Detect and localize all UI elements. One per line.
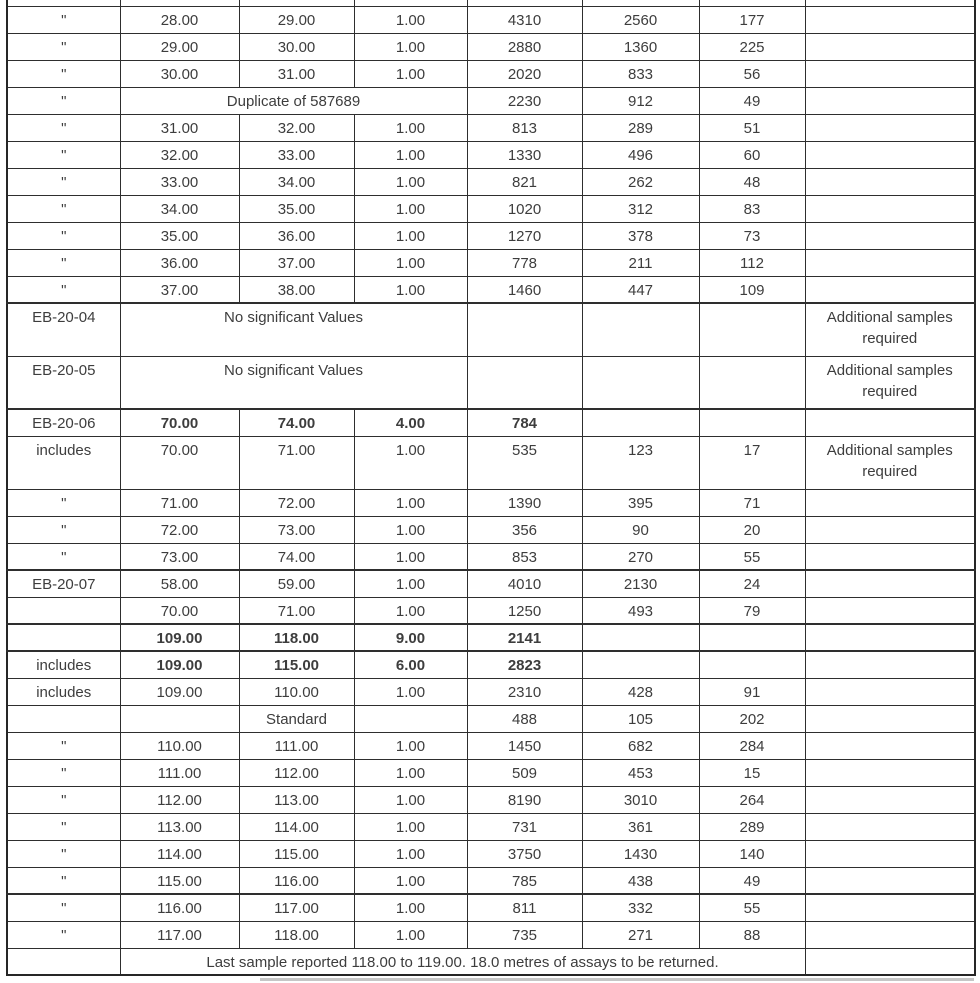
table-cell: " (7, 921, 120, 948)
table-cell: 55 (699, 543, 805, 570)
table-cell: 270 (582, 543, 699, 570)
table-cell: 59.00 (239, 570, 354, 597)
table-cell: 1.00 (354, 114, 467, 141)
table-cell: 488 (467, 705, 582, 732)
table-cell: 91 (699, 678, 805, 705)
table-cell: 32.00 (120, 141, 239, 168)
table-cell: 1250 (467, 597, 582, 624)
table-cell (805, 87, 975, 114)
table-cell: 110.00 (120, 732, 239, 759)
table-cell (582, 624, 699, 651)
assay-table-wrapper (6, 0, 976, 976)
table-cell: 1.00 (354, 597, 467, 624)
table-row (7, 597, 975, 624)
table-cell (805, 786, 975, 813)
table-cell: " (7, 114, 120, 141)
table-cell: 73 (699, 222, 805, 249)
table-cell: 1.00 (354, 222, 467, 249)
table-cell: 284 (699, 732, 805, 759)
table-cell: " (7, 840, 120, 867)
table-cell: 731 (467, 813, 582, 840)
table-cell: 3010 (582, 786, 699, 813)
table-cell: 1460 (467, 276, 582, 303)
table-cell: 56 (699, 60, 805, 87)
table-cell: 9.00 (354, 624, 467, 651)
table-cell: includes (7, 436, 120, 489)
table-cell (7, 705, 120, 732)
table-cell: 356 (467, 516, 582, 543)
table-cell (805, 867, 975, 894)
table-cell: 109.00 (120, 624, 239, 651)
table-cell: " (7, 732, 120, 759)
table-cell (805, 813, 975, 840)
table-cell: No significant Values (120, 303, 467, 356)
table-cell: 493 (582, 597, 699, 624)
table-cell: EB-20-06 (7, 409, 120, 436)
table-cell (805, 570, 975, 597)
page-bottom-artifact-line (260, 978, 974, 981)
table-cell: 1.00 (354, 60, 467, 87)
table-cell: 140 (699, 840, 805, 867)
table-cell: 361 (582, 813, 699, 840)
table-cell: 2880 (467, 33, 582, 60)
table-cell: 2560 (582, 6, 699, 33)
table-cell (699, 303, 805, 356)
table-cell: 395 (582, 489, 699, 516)
table-cell: 1.00 (354, 436, 467, 489)
table-cell: 2130 (582, 570, 699, 597)
table-cell (467, 356, 582, 409)
table-cell: 1330 (467, 141, 582, 168)
table-cell: 30.00 (120, 60, 239, 87)
table-cell: 1.00 (354, 489, 467, 516)
table-cell (805, 921, 975, 948)
table-cell: 118.00 (239, 624, 354, 651)
table-row (7, 786, 975, 813)
table-cell: includes (7, 678, 120, 705)
table-cell: 6.00 (354, 651, 467, 678)
table-cell: 1360 (582, 33, 699, 60)
table-cell: 31.00 (120, 114, 239, 141)
table-cell: " (7, 33, 120, 60)
table-row (7, 114, 975, 141)
table-cell: 48 (699, 168, 805, 195)
table-cell (805, 597, 975, 624)
table-cell: Last sample reported 118.00 to 119.00. 18.0 metres of assays to be returned. (120, 948, 805, 975)
table-cell: 1.00 (354, 249, 467, 276)
table-cell: 1.00 (354, 570, 467, 597)
table-cell: " (7, 813, 120, 840)
table-cell: " (7, 786, 120, 813)
table-row (7, 195, 975, 222)
table-cell: 211 (582, 249, 699, 276)
table-cell: 15 (699, 759, 805, 786)
table-cell: 821 (467, 168, 582, 195)
table-cell: 51 (699, 114, 805, 141)
table-cell: Standard (239, 705, 354, 732)
table-cell: 58.00 (120, 570, 239, 597)
table-cell: 36.00 (239, 222, 354, 249)
table-cell (7, 948, 120, 975)
table-cell: 262 (582, 168, 699, 195)
table-cell: 1.00 (354, 921, 467, 948)
table-cell: " (7, 489, 120, 516)
table-cell: 112 (699, 249, 805, 276)
table-cell (805, 516, 975, 543)
table-row (7, 303, 975, 356)
table-cell: " (7, 759, 120, 786)
table-cell (805, 705, 975, 732)
table-cell: 496 (582, 141, 699, 168)
table-cell: " (7, 894, 120, 921)
table-cell (805, 894, 975, 921)
table-cell (467, 303, 582, 356)
table-cell: 428 (582, 678, 699, 705)
table-cell: " (7, 6, 120, 33)
table-cell: 35.00 (120, 222, 239, 249)
table-cell: 31.00 (239, 60, 354, 87)
table-row (7, 141, 975, 168)
table-cell: 71.00 (239, 597, 354, 624)
table-cell: 453 (582, 759, 699, 786)
table-cell: 1.00 (354, 786, 467, 813)
table-cell (805, 543, 975, 570)
table-cell: 535 (467, 436, 582, 489)
table-cell: 1.00 (354, 678, 467, 705)
table-cell: 8190 (467, 786, 582, 813)
table-cell: 38.00 (239, 276, 354, 303)
table-cell (582, 409, 699, 436)
table-cell: 438 (582, 867, 699, 894)
table-row (7, 867, 975, 894)
table-row (7, 33, 975, 60)
table-cell: 1.00 (354, 759, 467, 786)
table-row (7, 168, 975, 195)
table-row (7, 921, 975, 948)
table-cell: 778 (467, 249, 582, 276)
table-cell: 784 (467, 409, 582, 436)
table-cell: 177 (699, 6, 805, 33)
table-cell: 378 (582, 222, 699, 249)
table-row (7, 87, 975, 114)
table-cell: 114.00 (120, 840, 239, 867)
table-cell: 72.00 (239, 489, 354, 516)
table-cell: 111.00 (120, 759, 239, 786)
table-cell: 115.00 (239, 840, 354, 867)
table-cell: 1.00 (354, 6, 467, 33)
table-cell: 785 (467, 867, 582, 894)
table-row (7, 651, 975, 678)
table-cell: 36.00 (120, 249, 239, 276)
table-cell: " (7, 516, 120, 543)
table-cell: 1.00 (354, 894, 467, 921)
table-cell: 447 (582, 276, 699, 303)
table-cell: 70.00 (120, 597, 239, 624)
table-cell (699, 356, 805, 409)
table-cell: 29.00 (120, 33, 239, 60)
table-cell (582, 356, 699, 409)
table-cell: 117.00 (120, 921, 239, 948)
table-cell: 115.00 (239, 651, 354, 678)
table-cell (699, 409, 805, 436)
table-cell: Additional samples required (805, 436, 975, 489)
table-cell: 109.00 (120, 678, 239, 705)
table-cell: 3750 (467, 840, 582, 867)
table-cell (805, 168, 975, 195)
table-row (7, 276, 975, 303)
table-cell: 32.00 (239, 114, 354, 141)
table-cell: 289 (699, 813, 805, 840)
table-cell: 70.00 (120, 409, 239, 436)
table-cell: 312 (582, 195, 699, 222)
table-cell: 123 (582, 436, 699, 489)
table-cell: 682 (582, 732, 699, 759)
table-cell (582, 651, 699, 678)
table-cell: 271 (582, 921, 699, 948)
table-cell: 1.00 (354, 867, 467, 894)
table-cell: 1430 (582, 840, 699, 867)
table-cell: 2020 (467, 60, 582, 87)
table-cell: 20 (699, 516, 805, 543)
table-cell (805, 624, 975, 651)
table-cell: 4010 (467, 570, 582, 597)
table-cell: 118.00 (239, 921, 354, 948)
table-cell (805, 6, 975, 33)
table-row (7, 489, 975, 516)
table-cell (354, 705, 467, 732)
table-cell (805, 33, 975, 60)
table-cell (805, 651, 975, 678)
table-cell: 110.00 (239, 678, 354, 705)
table-cell: 33.00 (239, 141, 354, 168)
table-cell: " (7, 276, 120, 303)
table-cell: 74.00 (239, 409, 354, 436)
table-cell: " (7, 249, 120, 276)
assay-table-body (7, 0, 975, 975)
table-cell: EB-20-05 (7, 356, 120, 409)
table-cell: EB-20-07 (7, 570, 120, 597)
table-cell (7, 624, 120, 651)
table-cell: 74.00 (239, 543, 354, 570)
table-cell: 29.00 (239, 6, 354, 33)
table-cell: 109.00 (120, 651, 239, 678)
table-cell: 853 (467, 543, 582, 570)
table-cell: 1.00 (354, 168, 467, 195)
table-cell (699, 651, 805, 678)
table-cell (805, 141, 975, 168)
table-cell: 4.00 (354, 409, 467, 436)
table-cell (805, 678, 975, 705)
table-cell: 71.00 (239, 436, 354, 489)
table-cell: 1.00 (354, 33, 467, 60)
table-cell: 73.00 (239, 516, 354, 543)
table-cell (7, 597, 120, 624)
table-cell: Additional samples required (805, 356, 975, 409)
table-cell: 30.00 (239, 33, 354, 60)
table-cell (582, 303, 699, 356)
table-cell: includes (7, 651, 120, 678)
table-cell: 55 (699, 894, 805, 921)
table-row (7, 570, 975, 597)
table-cell: 88 (699, 921, 805, 948)
table-cell: 28.00 (120, 6, 239, 33)
table-cell: 112.00 (239, 759, 354, 786)
table-row (7, 60, 975, 87)
table-cell: 811 (467, 894, 582, 921)
table-row (7, 732, 975, 759)
table-cell: " (7, 141, 120, 168)
table-row (7, 6, 975, 33)
table-cell: 1.00 (354, 195, 467, 222)
table-cell: 202 (699, 705, 805, 732)
table-cell: " (7, 60, 120, 87)
table-cell (805, 948, 975, 975)
table-cell: 1020 (467, 195, 582, 222)
table-cell: " (7, 222, 120, 249)
table-cell: 289 (582, 114, 699, 141)
table-cell: 113.00 (120, 813, 239, 840)
table-cell: 1270 (467, 222, 582, 249)
table-cell: 72.00 (120, 516, 239, 543)
table-cell: 1.00 (354, 813, 467, 840)
table-cell: 735 (467, 921, 582, 948)
table-cell: 33.00 (120, 168, 239, 195)
table-cell: 90 (582, 516, 699, 543)
table-row (7, 409, 975, 436)
assay-table (6, 0, 976, 976)
table-cell (805, 489, 975, 516)
table-row (7, 678, 975, 705)
table-row (7, 759, 975, 786)
table-cell: " (7, 867, 120, 894)
table-cell: 117.00 (239, 894, 354, 921)
table-row (7, 813, 975, 840)
table-row (7, 948, 975, 975)
table-cell: 2141 (467, 624, 582, 651)
table-cell: Duplicate of 587689 (120, 87, 467, 114)
table-cell: 60 (699, 141, 805, 168)
table-cell (805, 60, 975, 87)
table-cell (805, 840, 975, 867)
table-cell (699, 624, 805, 651)
table-cell: 35.00 (239, 195, 354, 222)
table-cell: 115.00 (120, 867, 239, 894)
table-cell: 34.00 (120, 195, 239, 222)
table-cell (805, 276, 975, 303)
table-cell (805, 249, 975, 276)
table-cell: " (7, 87, 120, 114)
table-cell: 71.00 (120, 489, 239, 516)
table-cell: Additional samples required (805, 303, 975, 356)
table-cell: 332 (582, 894, 699, 921)
table-cell: 49 (699, 867, 805, 894)
table-cell: 1.00 (354, 141, 467, 168)
table-cell: 912 (582, 87, 699, 114)
table-cell (805, 222, 975, 249)
table-cell: 1.00 (354, 732, 467, 759)
table-row (7, 624, 975, 651)
table-cell: EB-20-04 (7, 303, 120, 356)
table-cell: 24 (699, 570, 805, 597)
table-row (7, 840, 975, 867)
table-cell: 1.00 (354, 276, 467, 303)
table-cell: 1.00 (354, 543, 467, 570)
table-cell: 116.00 (120, 894, 239, 921)
table-cell: 813 (467, 114, 582, 141)
table-cell: 833 (582, 60, 699, 87)
table-cell: 264 (699, 786, 805, 813)
table-row (7, 705, 975, 732)
table-cell: 111.00 (239, 732, 354, 759)
table-cell: 2230 (467, 87, 582, 114)
table-cell: 1450 (467, 732, 582, 759)
table-cell: 2310 (467, 678, 582, 705)
table-row (7, 356, 975, 409)
table-cell: 79 (699, 597, 805, 624)
table-cell: 49 (699, 87, 805, 114)
table-row (7, 543, 975, 570)
table-row (7, 516, 975, 543)
table-cell: 2823 (467, 651, 582, 678)
table-row (7, 894, 975, 921)
table-cell: 112.00 (120, 786, 239, 813)
table-cell: " (7, 543, 120, 570)
table-cell: 73.00 (120, 543, 239, 570)
table-cell: 225 (699, 33, 805, 60)
table-cell: 114.00 (239, 813, 354, 840)
table-cell (805, 114, 975, 141)
table-cell: 1.00 (354, 516, 467, 543)
table-cell (120, 705, 239, 732)
table-cell: 34.00 (239, 168, 354, 195)
table-cell: 17 (699, 436, 805, 489)
table-cell (805, 195, 975, 222)
table-cell: 109 (699, 276, 805, 303)
table-cell: " (7, 168, 120, 195)
table-cell (805, 409, 975, 436)
table-cell (805, 732, 975, 759)
table-cell: 116.00 (239, 867, 354, 894)
table-cell: 105 (582, 705, 699, 732)
table-cell: 83 (699, 195, 805, 222)
table-cell: No significant Values (120, 356, 467, 409)
table-cell: 70.00 (120, 436, 239, 489)
table-cell: 37.00 (239, 249, 354, 276)
table-row (7, 249, 975, 276)
table-cell: 509 (467, 759, 582, 786)
table-cell: 1390 (467, 489, 582, 516)
table-cell: 37.00 (120, 276, 239, 303)
table-cell: 113.00 (239, 786, 354, 813)
table-cell: 71 (699, 489, 805, 516)
table-row (7, 222, 975, 249)
table-cell (805, 759, 975, 786)
table-cell: 4310 (467, 6, 582, 33)
table-cell: 1.00 (354, 840, 467, 867)
table-cell: " (7, 195, 120, 222)
table-row (7, 436, 975, 489)
